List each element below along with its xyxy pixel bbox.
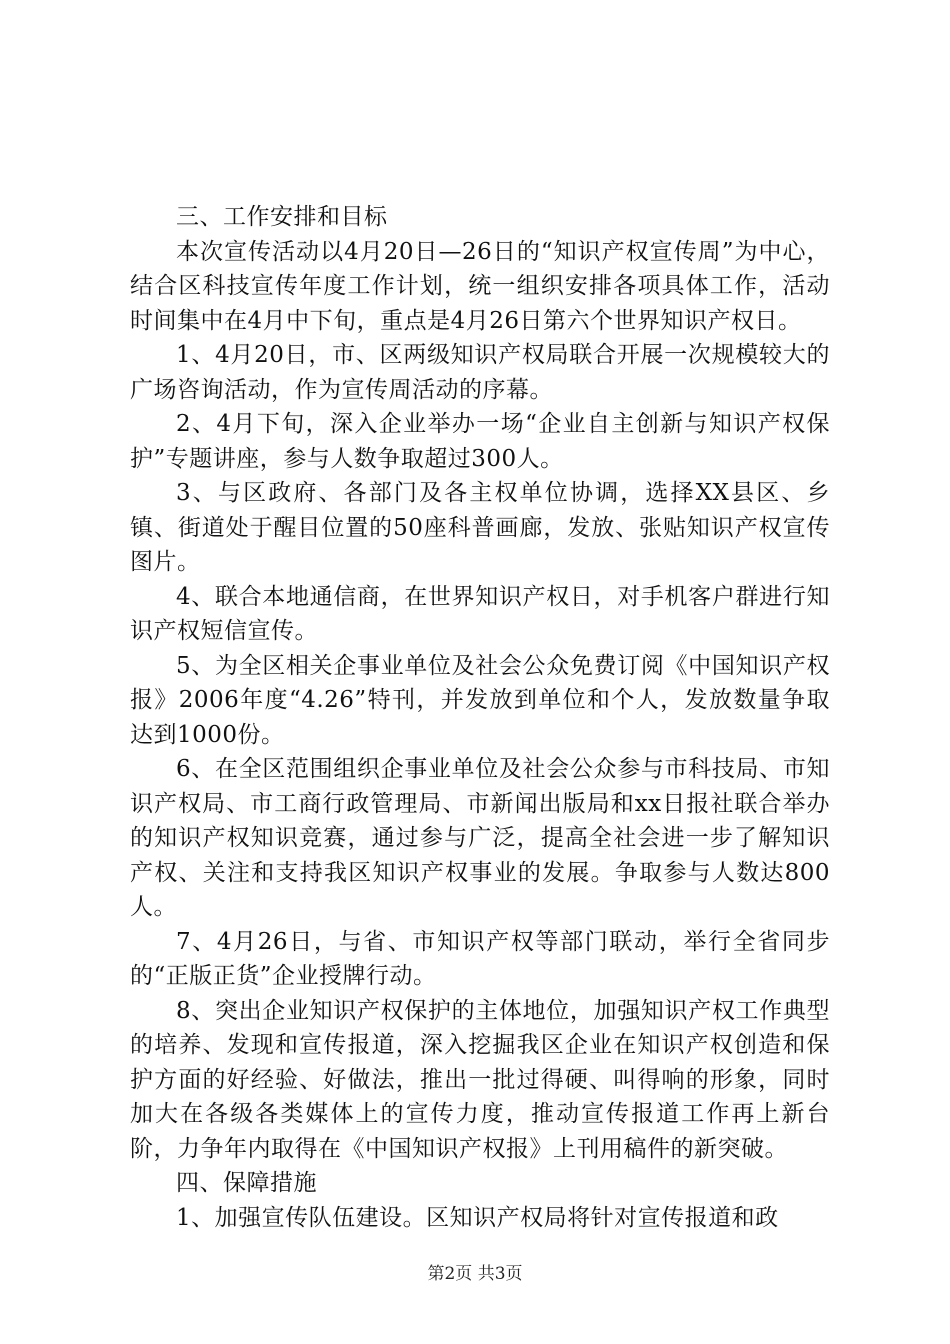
list-item-2: 2、4月下旬，深入企业举办一场“企业自主创新与知识产权保护”专题讲座，参与人数争取超过300人。 [130,411,830,472]
section-heading-3: 三、工作安排和目标 [176,204,388,230]
measure-item-1: 1、加强宣传队伍建设。区知识产权局将针对宣传报道和政 [176,1204,779,1231]
document-body [130,200,830,1235]
list-item-5: 5、为全区相关企事业单位及社会公众免费订阅《中国知识产权报》2006年度“4.26”特刊，并发放到单位和个人，发放数量争取达到1000份。 [130,652,830,748]
list-item-6: 6、在全区范围组织企事业单位及社会公众参与市科技局、市知识产权局、市工商行政管理局、市新闻出版局和xx日报社联合举办的知识产权知识竞赛，通过参与广泛，提高全社会进一步了解知识产权、关注和支持我区知识产权事业的发展。争取参与人数达800人。 [130,756,830,920]
section-heading-4: 四、保障措施 [176,1170,317,1196]
list-item-1: 1、4月20日，市、区两级知识产权局联合开展一次规模较大的广场咨询活动，作为宣传周活动的序幕。 [130,342,830,403]
list-item-4: 4、联合本地通信商，在世界知识产权日，对手机客户群进行知识产权短信宣传。 [130,583,830,644]
list-item-3: 3、与区政府、各部门及各主权单位协调，选择XX县区、乡镇、街道处于醒目位置的50座科普画廊，发放、张贴知识产权宣传图片。 [130,480,830,575]
list-item-8: 8、突出企业知识产权保护的主体地位，加强知识产权工作典型的培养、发现和宣传报道，深入挖掘我区企业在知识产权创造和保护方面的好经验、好做法，推出一批过得硬、叫得响的形象，同时加大在各级各类媒体上的宣传力度，推动宣传报道工作再上新台阶，力争年内取得在《中国知识产权报》上刊用稿件的新突破。 [130,997,830,1162]
intro-paragraph: 本次宣传活动以4月20日—26日的“知识产权宣传周”为中心，结合区科技宣传年度工作计划，统一组织安排各项具体工作，活动时间集中在4月中下旬，重点是4月26日第六个世界知识产权日。 [130,238,830,334]
page-footer: 第2页 共3页 [427,1264,523,1284]
list-item-7: 7、4月26日，与省、市知识产权等部门联动，举行全省同步的“正版正货”企业授牌行动。 [130,928,830,989]
